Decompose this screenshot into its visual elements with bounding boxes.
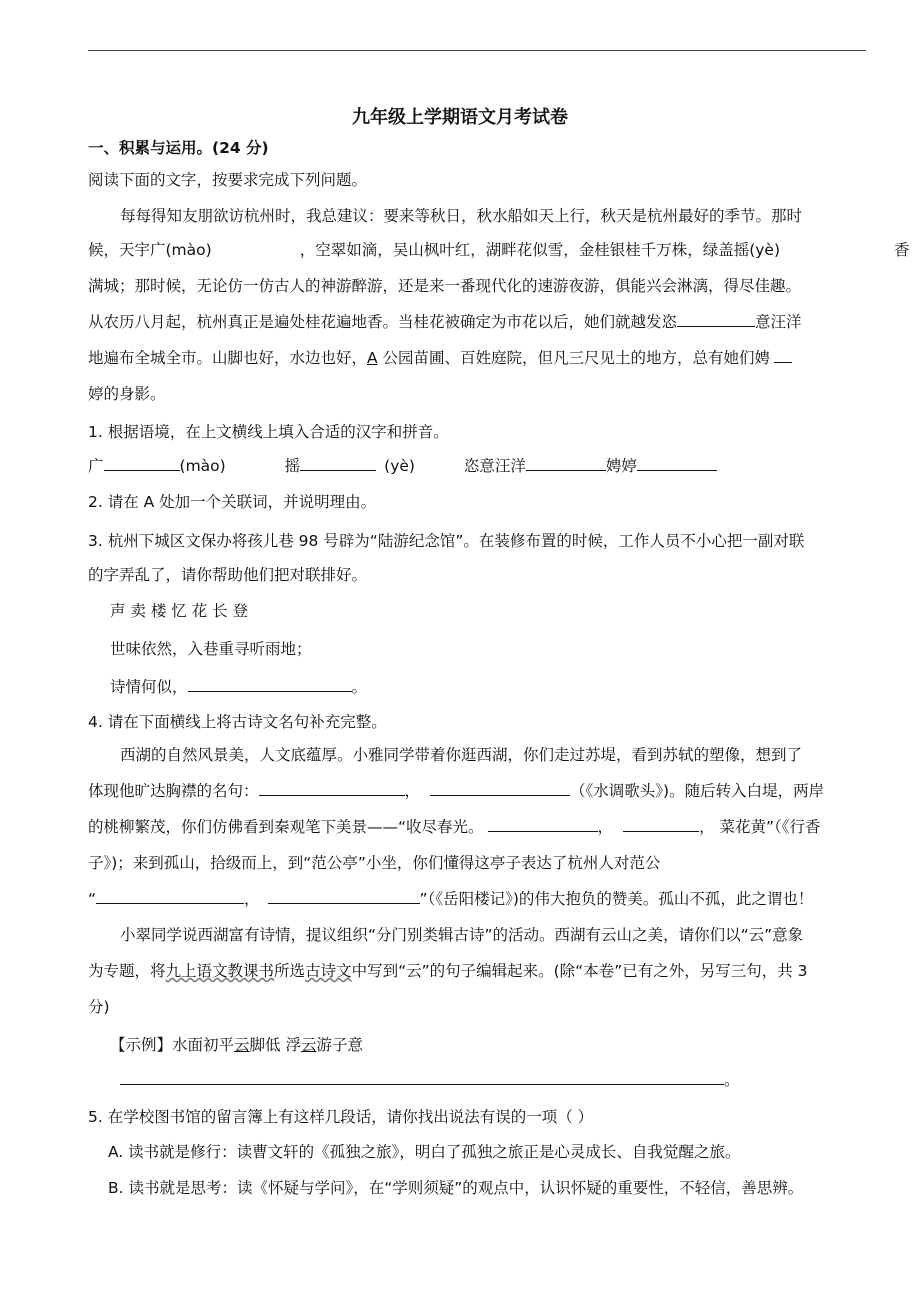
option-b[interactable]: B. 读书就是思考：读《怀疑与学问》，在“学则须疑”的观点中，认识怀疑的重要性，不轻信，善思辨。 [108, 1179, 804, 1197]
question-3-line-1: 3. 杭州下城区文保办将孩儿巷 98 号辟为“陆游纪念馆”。在装修布置的时候，工作人员不小心把一副对联 [88, 532, 805, 550]
passage-line-6: 婷的身影。 [88, 385, 166, 403]
passage-line-3: 满城；那时候，无论仿一仿古人的神游醉游，还是来一番现代化的速游夜游，俱能兴会淋漓，得尽佳趣。 [88, 277, 802, 295]
cloud-answer-blank[interactable] [120, 1070, 724, 1085]
couplet-characters: 声 卖 楼 忆 花 长 登 [110, 602, 249, 620]
question-2: 2. 请在 A 处加一个关联词，并说明理由。 [88, 493, 377, 511]
instruction: 阅读下面的文字，按要求完成下列问题。 [88, 171, 368, 189]
mark-a: A [367, 349, 378, 367]
poem-blank-4[interactable] [623, 817, 699, 832]
q4-para-line-6: 小翠同学说西湖富有诗情，提议组织“分门别类辑古诗”的活动。西湖有云山之美，请你们以“云”意象 [120, 926, 804, 944]
q4-para-line-5: “ ， ”（《岳阳楼记》)的伟大抱负的赞美。孤山不孤，此之谓也！ [88, 890, 814, 908]
blank-ziyi[interactable] [677, 312, 755, 327]
poem-blank-3[interactable] [488, 817, 598, 832]
question-5: 5. 在学校图书馆的留言簿上有这样几段话，请你找出说法有误的一项（ ） [88, 1108, 594, 1126]
page-title: 九年级上学期语文月考试卷 [352, 107, 568, 128]
q4-para-line-1: 西湖的自然风景美，人文底蕴厚。小雅同学带着你逛西湖，你们走过苏堤，看到苏轼的塑像，想到了 [120, 746, 803, 764]
q4-para-line-2: 体现他旷达胸襟的名句： ， （《水调歌头》)。随后转入白堤，两岸 [88, 782, 825, 800]
answer-blank-ye[interactable] [300, 456, 376, 471]
header-rule [88, 50, 866, 51]
question-3-line-2: 的字弄乱了，请你帮助他们把对联排好。 [88, 566, 368, 584]
q4-para-line-7: 为专题，将九上语文教课书所选古诗文中写到“云”的句子编辑起来。(除“本卷”已有之外，另写三句，共 3 [88, 962, 808, 980]
passage-line-4: 从农历八月起，杭州真正是遍处桂花遍地香。当桂花被确定为市花以后，她们就越发恣 意汪洋 [88, 313, 802, 331]
couplet-line-2: 诗情何似， 。 [110, 678, 368, 696]
passage-line-5: 地遍布全城全市。山脚也好，水边也好，A 公园苗圃、百姓庭院，但凡三尺见土的地方，总有她们娉 [88, 348, 792, 368]
cloud-answer-line: 。 [120, 1070, 740, 1090]
q4-para-line-8: 分) [88, 998, 110, 1016]
q4-para-line-3: 的桃柳繁茂，你们仿佛看到秦观笔下美景——“收尽春光。 ， ， 菜花黄”（《行香 [88, 818, 821, 836]
q4-para-line-4: 子》)；来到孤山，拾级而上，到“范公亭”小坐，你们懂得这亭子表达了杭州人对范公 [88, 854, 661, 872]
passage-line-2: 候，天宇广(mào) ，空翠如滴，吴山枫叶红，湖畔花似雪，金桂银桂千万株，绿盖摇(yè) 香 [88, 241, 910, 259]
poem-blank-2[interactable] [430, 781, 570, 796]
option-a[interactable]: A. 读书就是修行：读曹文轩的《孤独之旅》，明白了孤独之旅正是心灵成长、自我觉醒之旅。 [108, 1143, 741, 1161]
answer-blank-mao[interactable] [104, 456, 180, 471]
couplet-line-1: 世味依然，入巷重寻听雨地； [110, 640, 312, 658]
question-1-answers: 广 (mào) 摇 (yè) 恣意汪洋 娉婷 [88, 456, 717, 476]
poem-blank-6[interactable] [268, 889, 420, 904]
section-heading: 一、积累与运用。(24 分) [88, 139, 269, 157]
poem-blank-1[interactable] [259, 781, 405, 796]
example: 【示例】水面初平云脚低 浮云游子意 [110, 1036, 363, 1054]
answer-blank-ziyi[interactable] [526, 456, 606, 471]
passage-line-1: 每每得知友朋欲访杭州时，我总建议：要来等秋日，秋水船如天上行，秋天是杭州最好的季节。那时 [120, 207, 803, 225]
question-4: 4. 请在下面横线上将古诗文名句补充完整。 [88, 713, 387, 731]
question-1: 1. 根据语境，在上文横线上填入合适的汉字和拼音。 [88, 423, 449, 441]
answer-blank-pingting[interactable] [637, 456, 717, 471]
couplet-answer-blank[interactable] [188, 677, 352, 692]
poem-blank-5[interactable] [96, 889, 244, 904]
blank-pingting[interactable] [774, 348, 792, 363]
